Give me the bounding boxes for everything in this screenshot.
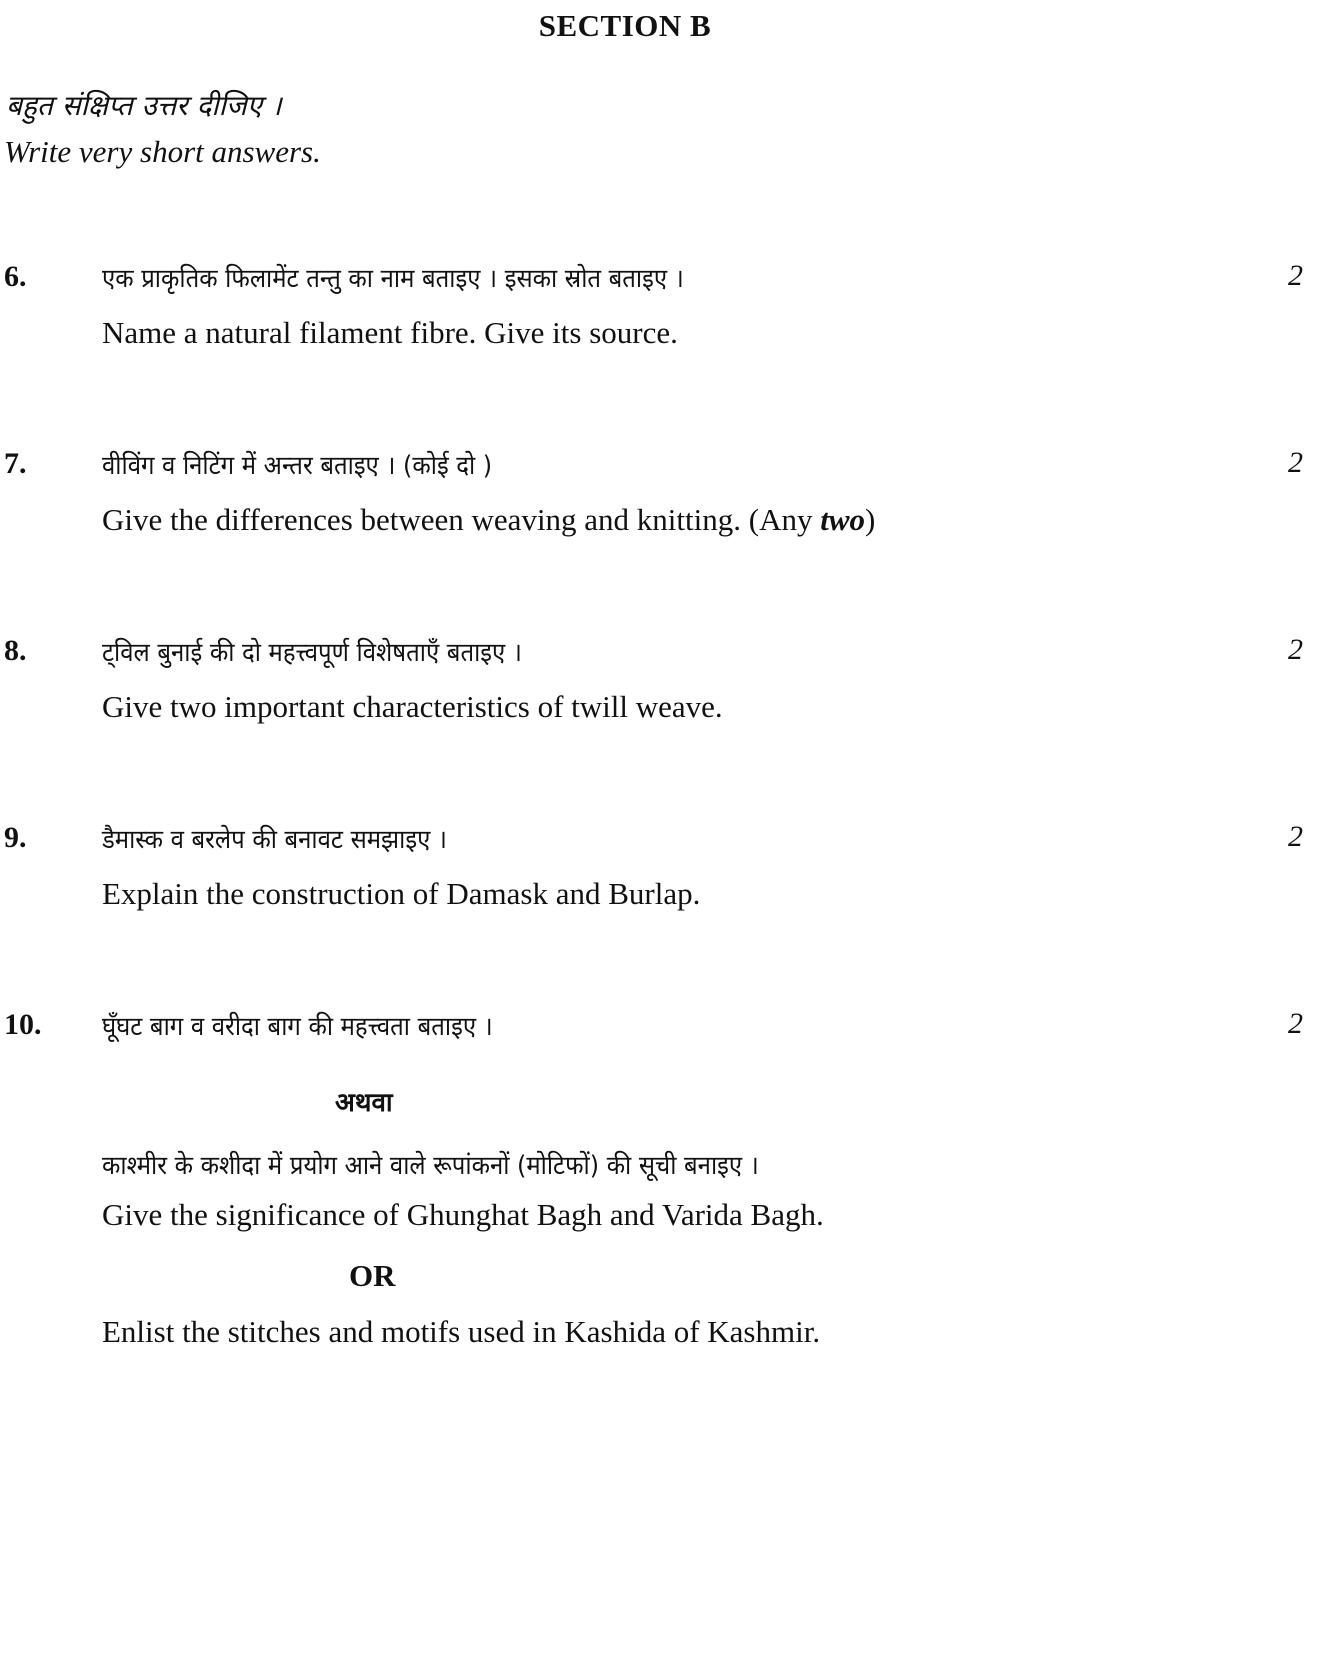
question-number: 10. xyxy=(4,1008,42,1041)
emphasis-two: two xyxy=(820,502,866,537)
question-number: 9. xyxy=(4,821,27,854)
english-suffix: ) xyxy=(865,502,876,537)
question-number: 8. xyxy=(4,634,27,667)
instruction-english: Write very short answers. xyxy=(4,134,321,169)
question-text-english: Give two important characteristics of twill weave. xyxy=(102,689,723,724)
question-text-english: Give the significance of Ghunghat Bagh and Varida Bagh. xyxy=(102,1197,824,1232)
question-number: 6. xyxy=(4,260,27,293)
alternate-question-english: Enlist the stitches and motifs used in Kashida of Kashmir. xyxy=(102,1314,821,1349)
question-text-english: Explain the construction of Damask and Burlap. xyxy=(102,876,701,911)
question-text-hindi: डैमास्क व बरलेप की बनावट समझाइए । xyxy=(102,825,447,855)
question-marks: 2 xyxy=(1288,1007,1303,1040)
question-text-english: Name a natural filament fibre. Give its source. xyxy=(102,315,678,350)
question-text-hindi: ट्विल बुनाई की दो महत्त्वपूर्ण विशेषताएँ बताइए । xyxy=(102,638,522,668)
question-marks: 2 xyxy=(1288,633,1303,666)
alternate-question-hindi: काश्मीर के कशीदा में प्रयोग आने वाले रूपांकनों (मोटिफों) की सूची बनाइए । xyxy=(102,1151,759,1181)
or-label-hindi: अथवा xyxy=(335,1088,393,1118)
question-number: 7. xyxy=(4,447,27,480)
english-prefix: Give the differences between weaving and knitting. (Any xyxy=(102,502,821,537)
question-marks: 2 xyxy=(1288,259,1303,292)
instruction-hindi: बहुत संक्षिप्त उत्तर दीजिए । xyxy=(6,89,282,122)
question-text-hindi: वीविंग व निटिंग में अन्तर बताइए । (कोई दो ) xyxy=(102,451,493,481)
question-marks: 2 xyxy=(1288,820,1303,853)
question-text-hindi: एक प्राकृतिक फिलामेंट तन्तु का नाम बताइए । इसका स्रोत बताइए । xyxy=(102,264,684,294)
or-label-english: OR xyxy=(349,1258,396,1293)
question-text-english xyxy=(102,502,875,538)
question-text-hindi: घूँघट बाग व वरीदा बाग की महत्त्वता बताइए । xyxy=(102,1012,493,1042)
question-marks: 2 xyxy=(1288,446,1303,479)
section-title: SECTION B xyxy=(538,8,712,43)
